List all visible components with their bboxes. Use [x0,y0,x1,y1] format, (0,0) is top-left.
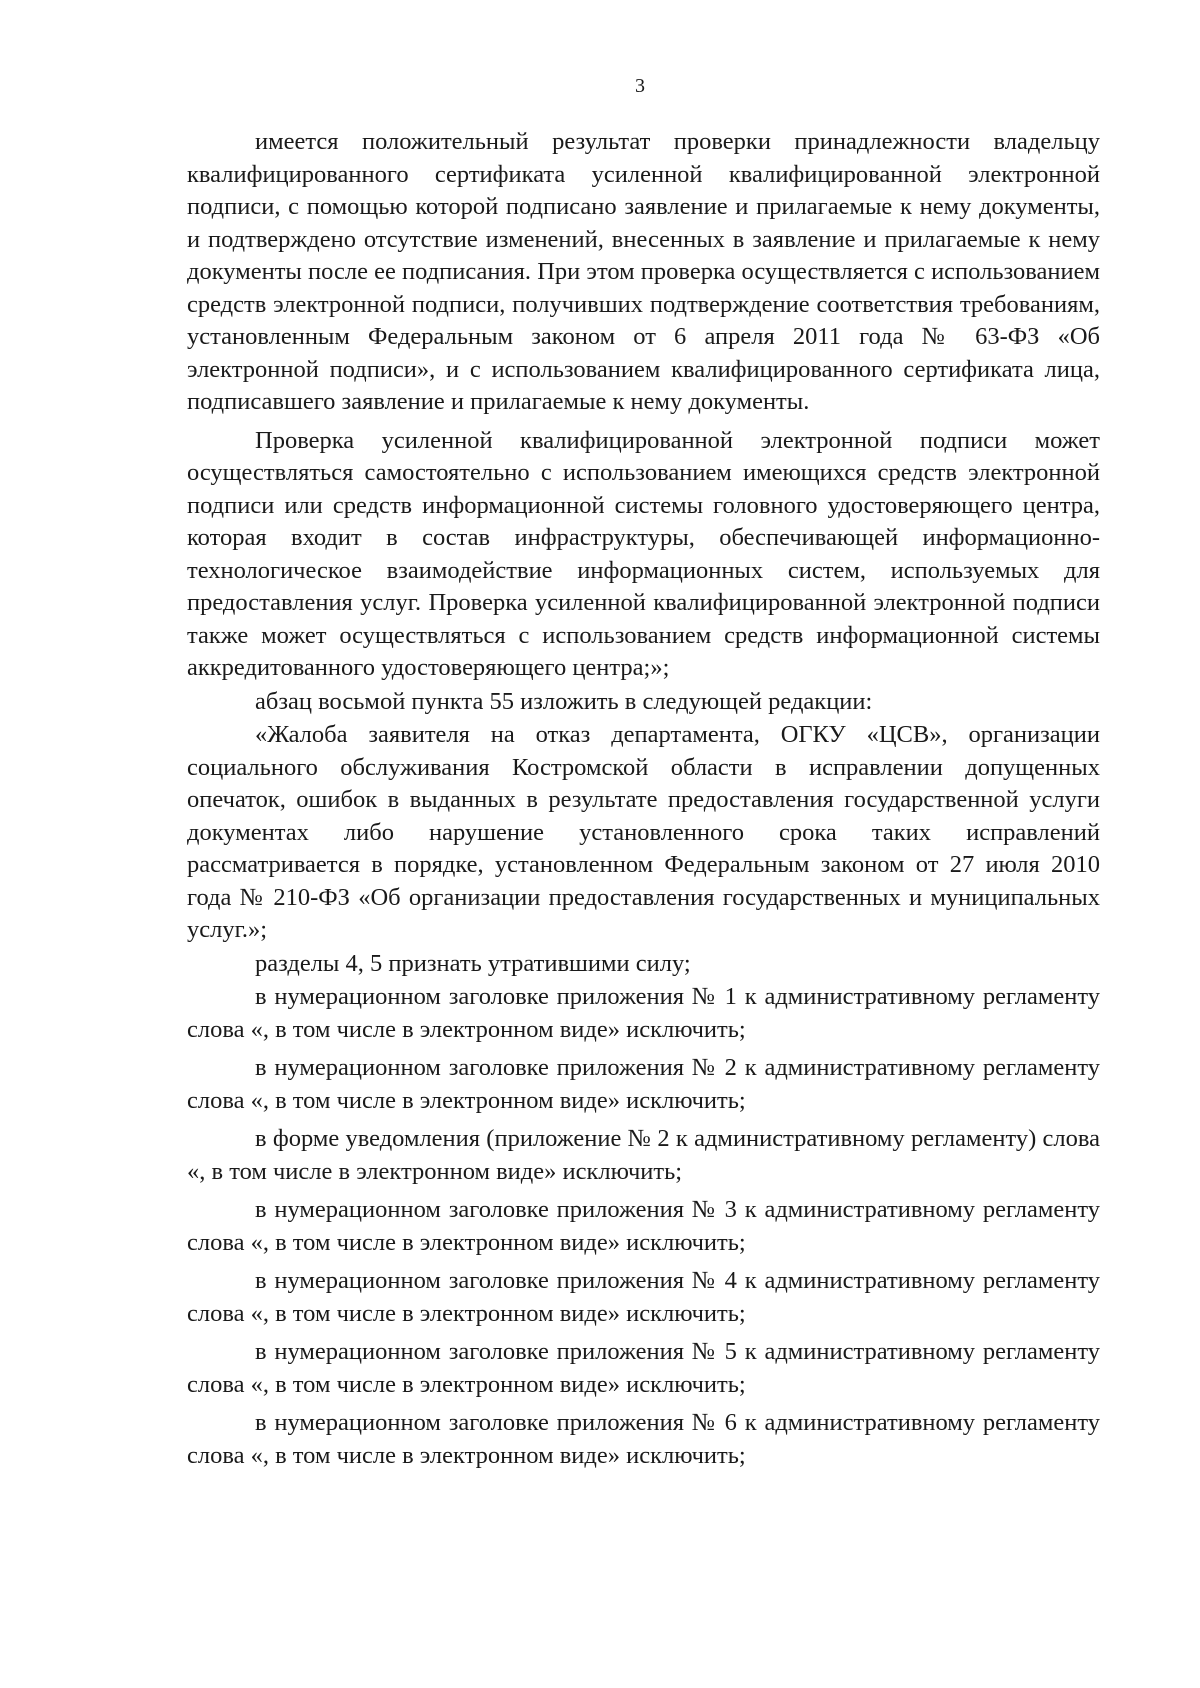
page-number: 3 [635,75,645,97]
paragraph: в нумерационном заголовке приложения № 4 к административному регламенту слова «, в том числе в электронном виде» исключить; [187,1267,1100,1327]
paragraph: в нумерационном заголовке приложения № 3 к административному регламенту слова «, в том числе в электронном виде» исключить; [187,1196,1100,1256]
paragraph: имеется положительный результат проверки принадлежности владельцу квалифицированного сертификата усиленной квалифицированной электронной подписи, с помощью которой подписано заявление и прилагаемые к нему документы, и подтверждено отсутствие изменений, внесенных в заявление и прилагаемые к нему документы после ее подписания. При этом проверка осуществляется с использованием средств электронной подписи, получивших подтверждение соответствия требованиям, установленным Федеральным законом от 6 апреля 2011 года № 63-ФЗ «Об электронной подписи», и с использованием квалифицированного сертификата лица, подписавшего заявление и прилагаемые к нему документы. [187,128,1100,415]
paragraph: разделы 4, 5 признать утратившими силу; [255,949,691,977]
paragraph: в нумерационном заголовке приложения № 5 к административному регламенту слова «, в том числе в электронном виде» исключить; [187,1338,1100,1398]
paragraph: «Жалоба заявителя на отказ департамента, ОГКУ «ЦСВ», организации социального обслуживания Костромской области в исправлении допущенных опечаток, ошибок в выданных в результате предоставления государственной услуги документах либо нарушение установленного срока таких исправлений рассматривается в порядке, установленном Федеральным законом от 27 июля 2010 года № 210-ФЗ «Об организации предоставления государственных и муниципальных услуг.»; [187,721,1100,943]
paragraph: в нумерационном заголовке приложения № 2 к административному регламенту слова «, в том числе в электронном виде» исключить; [187,1054,1100,1114]
paragraph: абзац восьмой пункта 55 изложить в следующей редакции: [255,687,873,715]
paragraph: в нумерационном заголовке приложения № 1 к административному регламенту слова «, в том числе в электронном виде» исключить; [187,983,1100,1043]
document-body [187,126,1100,1472]
paragraph: Проверка усиленной квалифицированной электронной подписи может осуществляться самостоятельно с использованием имеющихся средств электронной подписи или средств информационной системы головного удостоверяющего центра, которая входит в состав инфраструктуры, обеспечивающей информационно-технологическое взаимодействие информационных систем, используемых для предоставления услуг. Проверка усиленной квалифицированной электронной подписи также может осуществляться с использованием средств информационной системы аккредитованного удостоверяющего центра;»; [187,426,1100,681]
paragraph: в нумерационном заголовке приложения № 6 к административному регламенту слова «, в том числе в электронном виде» исключить; [187,1409,1100,1469]
paragraph: в форме уведомления (приложение № 2 к административному регламенту) слова «, в том числе в электронном виде» исключить; [187,1125,1100,1185]
